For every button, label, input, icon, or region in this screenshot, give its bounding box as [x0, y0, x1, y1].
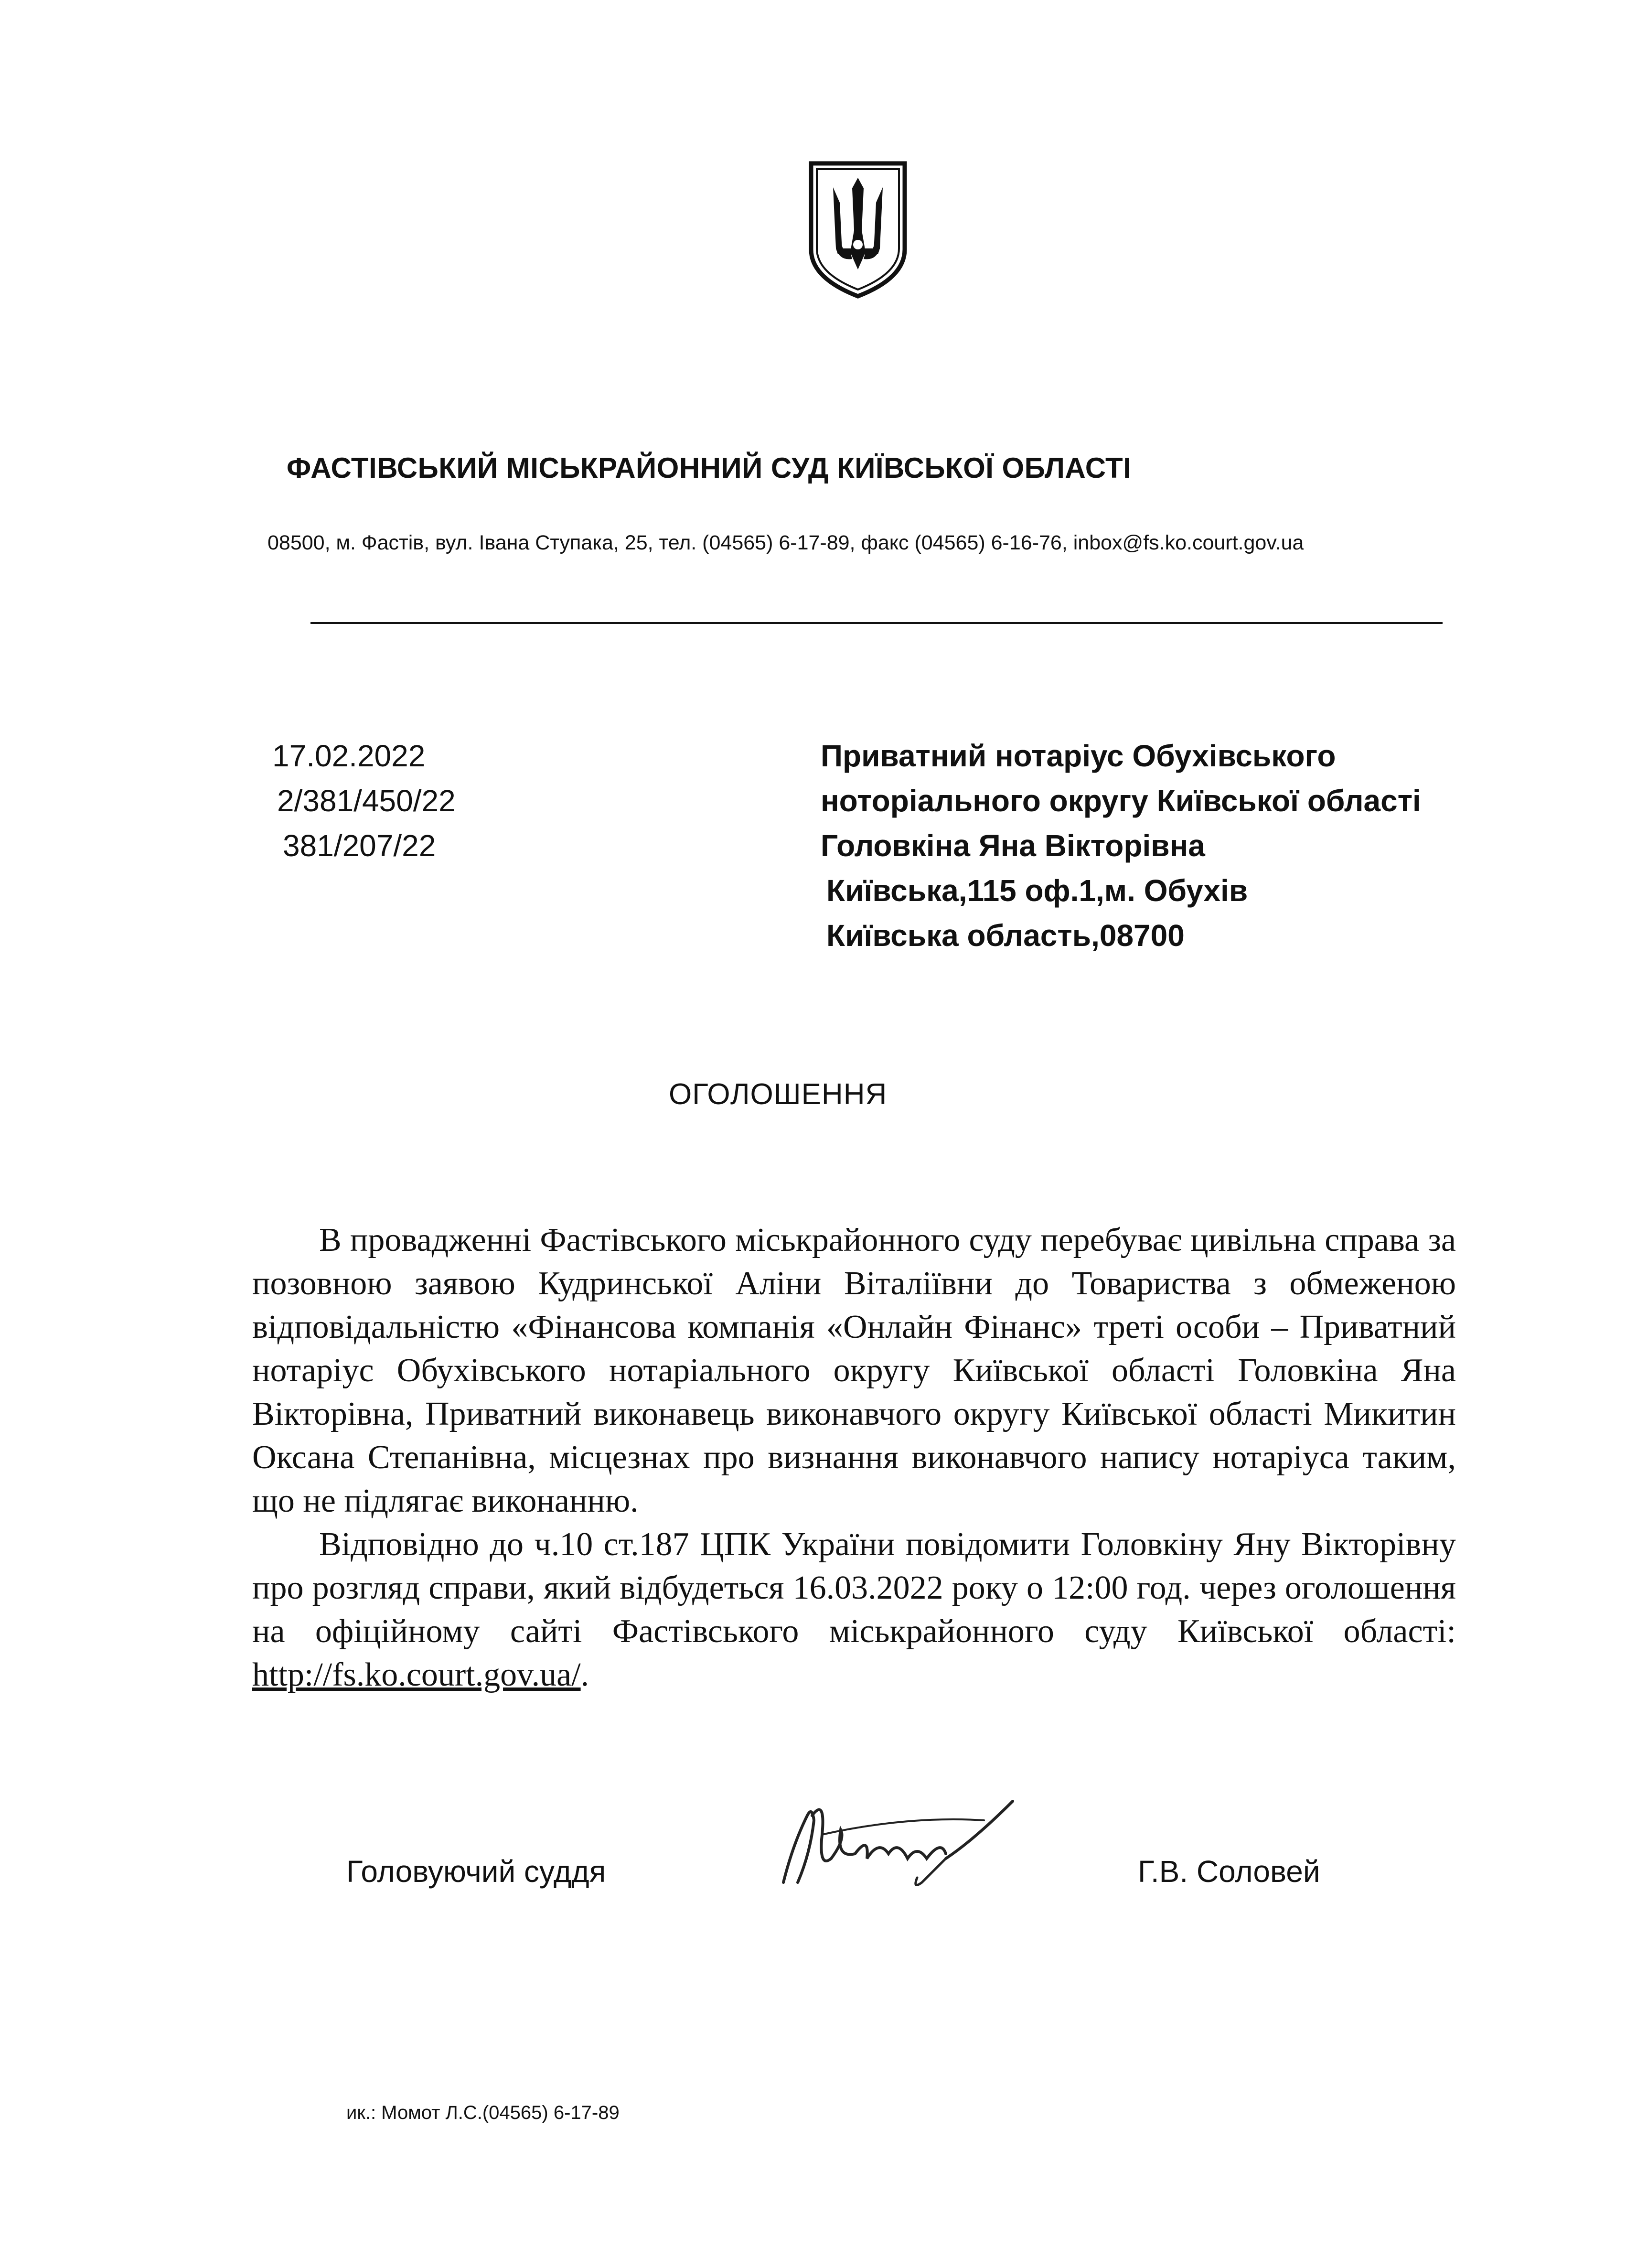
document-title: ОГОЛОШЕННЯ: [669, 1078, 888, 1111]
body-paragraph-text: Відповідно до ч.10 ст.187 ЦПК України повідомити Головкіну Яну Вікторівну про розгляд справи, який відбудеться 16.03.2022 року о 12:00 год. через оголошення на офіційному сайті Фастівського міськрайонного суду Київської області:: [252, 1526, 1456, 1650]
recipient-block: [821, 733, 1537, 958]
reference-number: 381/207/22: [283, 828, 436, 863]
recipient-line: нотоpіального округу Київської області: [821, 784, 1421, 818]
recipient-line: Приватний нотаріус Обухівського: [821, 739, 1336, 773]
document-meta: [272, 733, 607, 868]
case-number: 2/381/450/22: [277, 784, 456, 818]
paragraph-end: .: [580, 1656, 589, 1693]
body-paragraph: В провадженні Фастівського міськрайонного суду перебуває цивільна справа за позовною заявою Кудринської Аліни Віталіївни до Товариства з обмеженою відповідальністю «Фінансова компанія «Онлайн Фінанс» треті особи – Приватний нотаріус Обухівського нотаріального округу Київської області Головкіна Яна Вікторівна, Приватний виконавець виконавчого округу Київської області Микитин Оксана Степанівна, місцезнах про визнання виконавчого напису нотаріуса таким, що не підлягає виконанню.: [252, 1222, 1456, 1519]
recipient-line: Київська,115 оф.1,м. Обухів: [826, 873, 1248, 908]
handwritten-signature-icon: [764, 1787, 1051, 1902]
court-name: ФАСТІВСЬКИЙ МІСЬКРАЙОННИЙ СУД КИЇВСЬКОЇ ОБЛАСТІ: [287, 452, 1132, 484]
document-date: 17.02.2022: [272, 739, 426, 773]
court-website-link[interactable]: http://fs.ko.court.gov.ua/: [252, 1656, 581, 1693]
judge-name: Г.В. Соловей: [1138, 1854, 1320, 1889]
recipient-line: Київська область,08700: [826, 918, 1185, 953]
recipient-line: Головкіна Яна Вікторівна: [821, 828, 1205, 863]
judge-position: Головуючий суддя: [346, 1854, 606, 1889]
body-paragraph: [252, 1523, 1456, 1697]
announcement-body: [252, 1218, 1456, 1697]
court-address: 08500, м. Фастів, вул. Івана Ступака, 25, тел. (04565) 6-17-89, факс (04565) 6-16-76, inbox@fs.ko.court.gov.ua: [267, 531, 1304, 554]
executor-note: ик.: Момот Л.С.(04565) 6-17-89: [346, 2102, 620, 2123]
tryzub-coat-of-arms-icon: [806, 159, 909, 300]
header-divider: [310, 622, 1443, 624]
